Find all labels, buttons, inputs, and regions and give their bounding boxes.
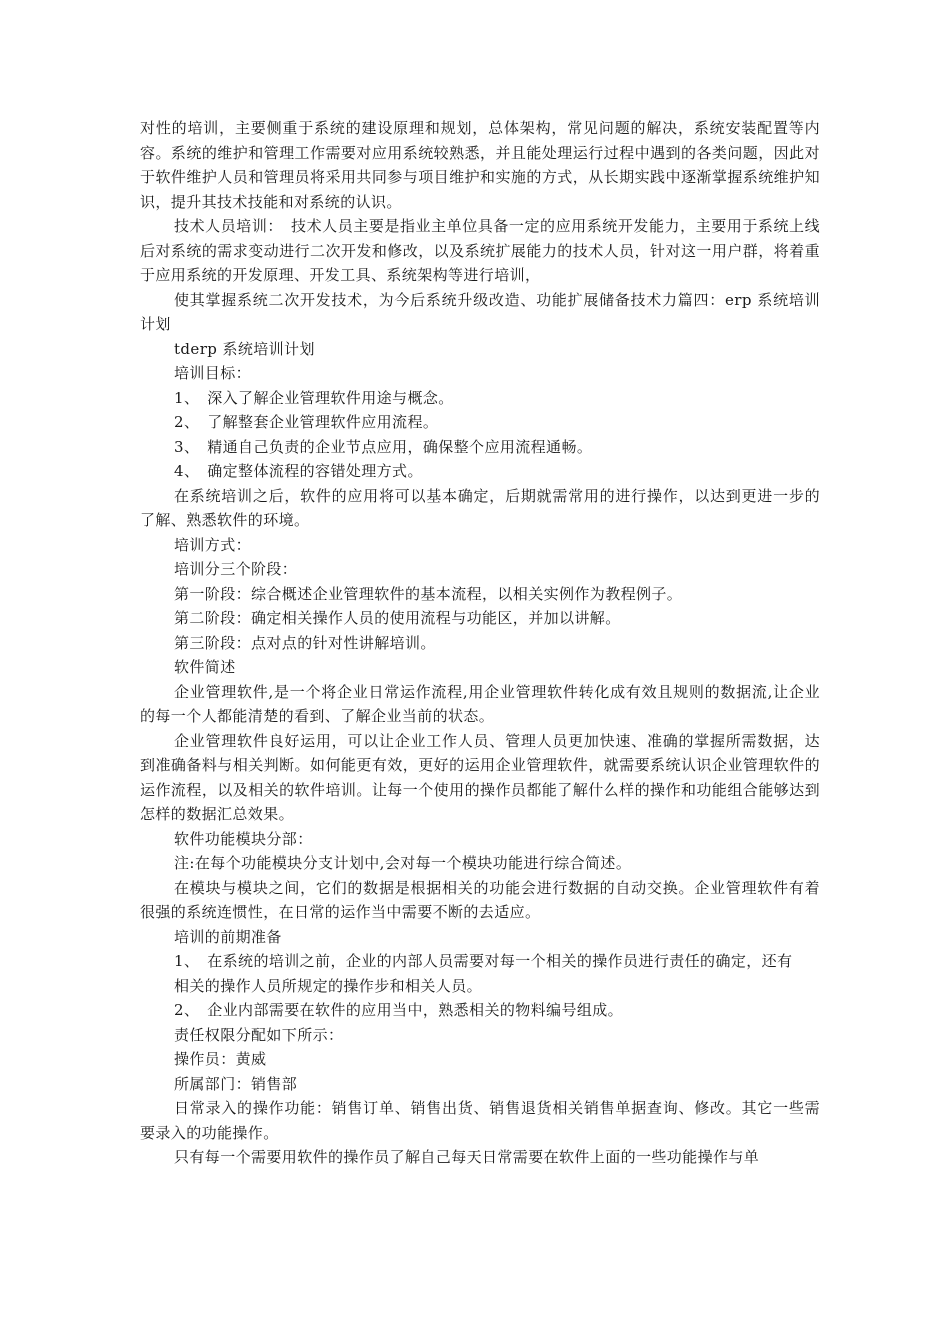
paragraph: 相关的操作人员所规定的操作步和相关人员。: [174, 976, 483, 995]
paragraph: 在系统培训之后，软件的应用将可以基本确定，后期就需常用的进行操作，以达到更进一步的了解、熟悉软件的环境。: [140, 486, 820, 529]
paragraph: 日常录入的操作功能：销售订单、销售出货、销售退货相关销售单据查询、修改。其它一些需要录入的功能操作。: [140, 1099, 820, 1142]
section-heading: 软件功能模块分部：: [174, 829, 313, 848]
paragraph: 责任权限分配如下所示：: [174, 1025, 344, 1044]
paragraph: 使其掌握系统二次开发技术，为今后系统升级改造、功能扩展储备技术力篇四：erp 系统培训计划: [140, 290, 820, 333]
paragraph: 企业管理软件良好运用，可以让企业工作人员、管理人员更加快速、准确的掌握所需数据，达到准确备料与相关判断。如何能更有效，更好的运用企业管理软件，就需要系统认识企业管理软件的运作流程，以及相关的软件培训。让每一个使用的操作员都能了解什么样的操作和功能组合能够达到怎样的数据汇总效果。: [140, 731, 820, 823]
list-item: 2、 了解整套企业管理软件应用流程。: [174, 413, 439, 431]
note: 注:在每个功能模块分支计划中,会对每一个模块功能进行综合简述。: [174, 854, 632, 872]
section-heading: 软件简述: [174, 658, 236, 676]
paragraph: 第一阶段：综合概述企业管理软件的基本流程，以相关实例作为教程例子。: [174, 584, 683, 603]
paragraph: 培训目标：: [174, 364, 252, 382]
document-body: [140, 116, 820, 1170]
paragraph: 培训分三个阶段：: [174, 560, 298, 578]
list-item: 3、 精通自己负责的企业节点应用，确保整个应用流程通畅。: [174, 437, 593, 456]
paragraph: tderp 系统培训计划: [174, 339, 315, 358]
list-item: 2、 企业内部需要在软件的应用当中，熟悉相关的物料编号组成。: [174, 1001, 624, 1019]
paragraph: 所属部门：销售部: [174, 1074, 298, 1093]
section-heading: 培训的前期准备: [174, 927, 282, 946]
paragraph: 技术人员培训： 技术人员主要是指业主单位具备一定的应用系统开发能力，主要用于系统上线后对系统的需求变动进行二次开发和修改，以及系统扩展能力的技术人员，针对这一用户群，将着重于应用系统的开发原理、开发工具、系统架构等进行培训，: [140, 217, 820, 284]
paragraph: 企业管理软件,是一个将企业日常运作流程,用企业管理软件转化成有效且规则的数据流,让企业的每一个人都能清楚的看到、了解企业当前的状态。: [140, 682, 820, 725]
paragraph: 在模块与模块之间，它们的数据是根据相关的功能会进行数据的自动交换。企业管理软件有着很强的系统连惯性，在日常的运作当中需要不断的去适应。: [140, 878, 820, 921]
list-item: 4、 确定整体流程的容错处理方式。: [174, 462, 423, 480]
paragraph: 操作员：黄威: [174, 1050, 267, 1068]
paragraph: 对性的培训，主要侧重于系统的建设原理和规划，总体架构，常见问题的解决，系统安装配置等内容。系统的维护和管理工作需要对应用系统较熟悉，并且能处理运行过程中遇到的各类问题，因此对于软件维护人员和管理员将采用共同参与项目维护和实施的方式，从长期实践中逐渐掌握系统维护知识，提升其技术技能和对系统的认识。: [140, 119, 820, 211]
paragraph: 第三阶段：点对点的针对性讲解培训。: [174, 633, 436, 652]
paragraph: 第二阶段：确定相关操作人员的使用流程与功能区，并加以讲解。: [174, 609, 621, 627]
paragraph: 培训方式：: [174, 535, 252, 554]
list-item: 1、 深入了解企业管理软件用途与概念。: [174, 388, 454, 407]
paragraph: 只有每一个需要用软件的操作员了解自己每天日常需要在软件上面的一些功能操作与单: [174, 1148, 760, 1166]
list-item: 1、 在系统的培训之前，企业的内部人员需要对每一个相关的操作员进行责任的确定，还有: [174, 952, 793, 970]
